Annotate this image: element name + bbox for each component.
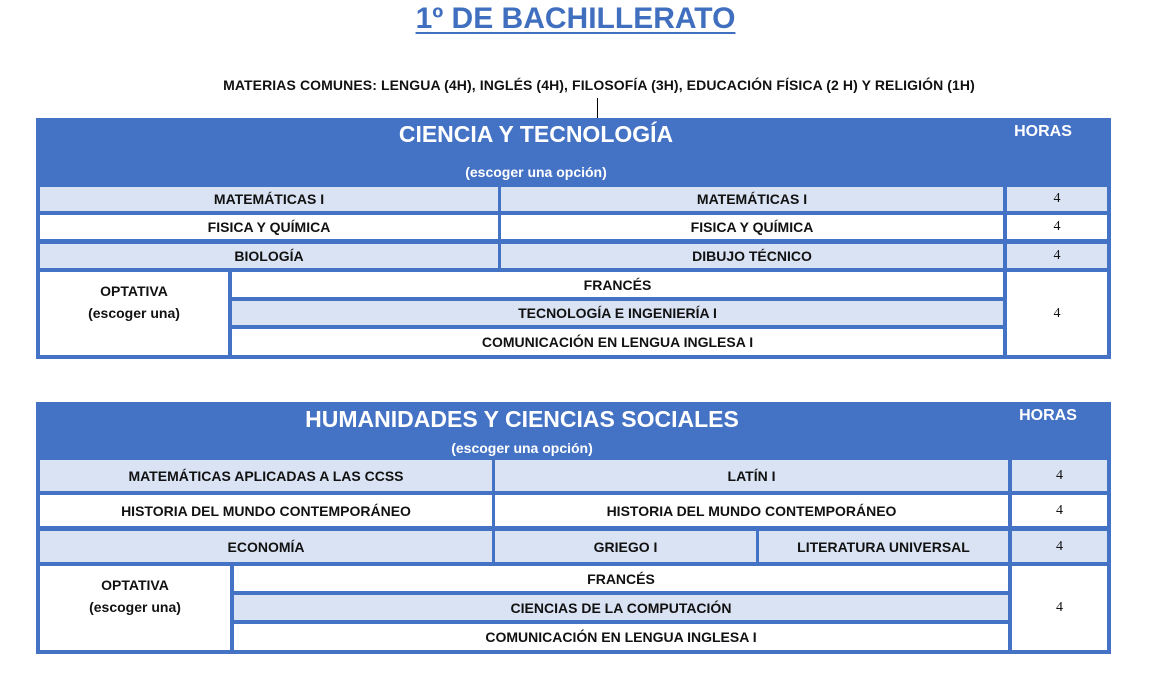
table-cell: FISICA Y QUÍMICA [501,215,1003,239]
optional-option: FRANCÉS [232,272,1003,297]
block-subtitle: (escoger una opción) [465,164,607,180]
block-title: HUMANIDADES Y CIENCIAS SOCIALES [305,406,739,432]
block-title: CIENCIA Y TECNOLOGÍA [398,121,674,147]
table-cell: HISTORIA DEL MUNDO CONTEMPORÁNEO [40,495,492,526]
hours-cell: 4 [1012,566,1107,650]
table-cell: MATEMÁTICAS I [40,187,498,211]
table-cell: FISICA Y QUÍMICA [40,215,498,239]
optional-option: COMUNICACIÓN EN LENGUA INGLESA I [234,624,1008,650]
table-cell: DIBUJO TÉCNICO [501,244,1003,268]
table-cell: LITERATURA UNIVERSAL [759,531,1008,562]
page-title: 1º DE BACHILLERATO [415,2,736,35]
table-cell: MATEMÁTICAS I [501,187,1003,211]
block-subtitle: (escoger una opción) [451,440,593,456]
table-cell: LATÍN I [495,460,1008,491]
hours-cell: 4 [1007,272,1107,355]
block-humanidades [36,402,1111,654]
connector-line [597,98,598,118]
optional-label: OPTATIVA [100,283,168,299]
hours-cell: 4 [1007,187,1107,211]
table-cell: MATEMÁTICAS APLICADAS A LAS CCSS [40,460,492,491]
optional-option: COMUNICACIÓN EN LENGUA INGLESA I [232,329,1003,355]
block-ciencia-tecnologia [36,118,1111,359]
optional-label: OPTATIVA [101,577,169,593]
optional-option: CIENCIAS DE LA COMPUTACIÓN [234,595,1008,620]
optional-sublabel: (escoger una) [89,599,181,615]
optional-sublabel: (escoger una) [88,305,180,321]
optional-label-cell [40,272,228,355]
table-cell: ECONOMÍA [40,531,492,562]
hours-header: HORAS [1014,123,1072,140]
hours-cell: 4 [1007,244,1107,268]
optional-label-cell [40,566,230,650]
hours-cell: 4 [1012,531,1107,562]
optional-option: FRANCÉS [234,566,1008,591]
hours-cell: 4 [1012,460,1107,491]
table-cell: HISTORIA DEL MUNDO CONTEMPORÁNEO [495,495,1008,526]
optional-option: TECNOLOGÍA E INGENIERÍA I [232,301,1003,325]
table-cell: BIOLOGÍA [40,244,498,268]
common-subjects: MATERIAS COMUNES: LENGUA (4H), INGLÉS (4H), FILOSOFÍA (3H), EDUCACIÓN FÍSICA (2 H) Y RELIGIÓN (1H) [223,77,975,93]
hours-cell: 4 [1012,495,1107,526]
hours-cell: 4 [1007,215,1107,239]
table-cell: GRIEGO I [495,531,756,562]
hours-header: HORAS [1019,407,1077,424]
